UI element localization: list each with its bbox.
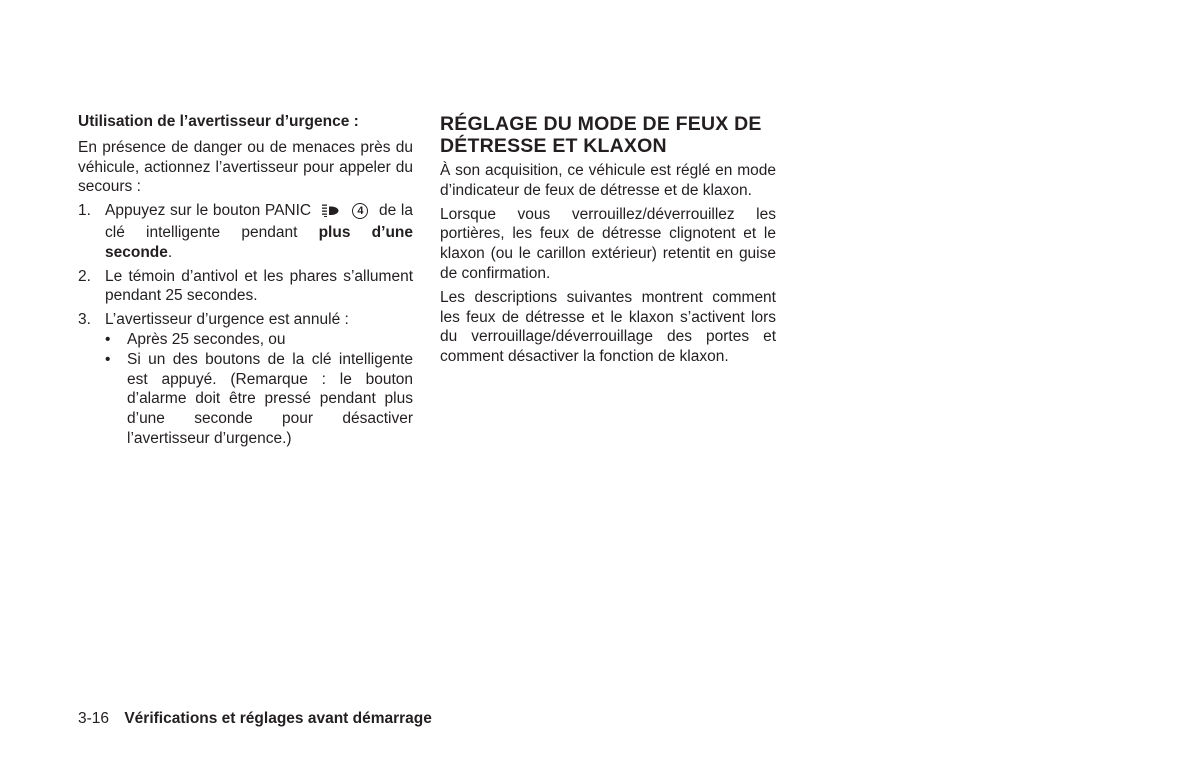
right-column: [440, 112, 776, 371]
footer-title: Vérifications et réglages avant démarrage: [124, 710, 432, 727]
step-text: [105, 201, 413, 262]
bullet-dot: •: [105, 330, 111, 348]
step-1: [78, 201, 413, 262]
step-1-text-a: Appuyez sur le bouton PANIC: [105, 202, 312, 220]
bullet-list: [105, 330, 413, 449]
step-1-text-b: de la clé intelligente pendant: [105, 202, 413, 241]
circled-number-4: 4: [352, 203, 368, 219]
step-text: L’avertisseur d’urgence est annulé :: [105, 311, 349, 329]
section-title-line-2: DÉTRESSE ET KLAXON: [440, 135, 667, 157]
bullet-item: [105, 330, 413, 350]
bullet-text: Si un des boutons de la clé intelligente est appuyé. (Remarque : le bouton d’alarme doit être pressé pendant plus d’une seconde pour désactiver l’avertisseur d’urgence.): [127, 350, 413, 447]
step-number: 3.: [78, 311, 91, 329]
subheading: Utilisation de l’avertisseur d’urgence :: [78, 113, 359, 130]
paragraph-descriptions: Les descriptions suivantes montrent comment les feux de détresse et le klaxon s’activent lors du verrouillage/déverrouillage des portes et comment désactiver la fonction de klaxon.: [440, 288, 776, 366]
intro-paragraph: En présence de danger ou de menaces près du véhicule, actionnez l’avertisseur pour appeler du secours :: [78, 138, 413, 196]
step-text: Le témoin d’antivol et les phares s’allument pendant 25 secondes.: [105, 267, 413, 305]
steps-list: [78, 201, 413, 449]
paragraph-locking: Lorsque vous verrouillez/déverrouillez les portières, les feux de détresse clignotent et le klaxon (ou le carillon extérieur) retentit en guise de confirmation.: [440, 205, 776, 282]
bullet-dot: •: [105, 350, 111, 368]
bullet-text: Après 25 secondes, ou: [127, 330, 286, 348]
step-1-text-c: .: [167, 243, 173, 261]
step-number: 1.: [78, 202, 91, 220]
bullet-item: [105, 350, 413, 449]
left-column: [78, 112, 413, 453]
page-number: 3-16: [78, 710, 110, 727]
page-footer: [78, 710, 432, 728]
paragraph-acquisition: À son acquisition, ce véhicule est réglé en mode d’indicateur de feux de détresse et de klaxon.: [440, 162, 776, 199]
section-title: [440, 113, 776, 157]
step-number: 2.: [78, 267, 91, 285]
step-2: [78, 267, 413, 307]
panic-icon: [322, 203, 339, 223]
section-title-line-1: RÉGLAGE DU MODE DE FEUX DE: [440, 113, 762, 135]
step-3: [78, 310, 413, 449]
step-1-bold: plus d’une seconde: [105, 223, 413, 261]
